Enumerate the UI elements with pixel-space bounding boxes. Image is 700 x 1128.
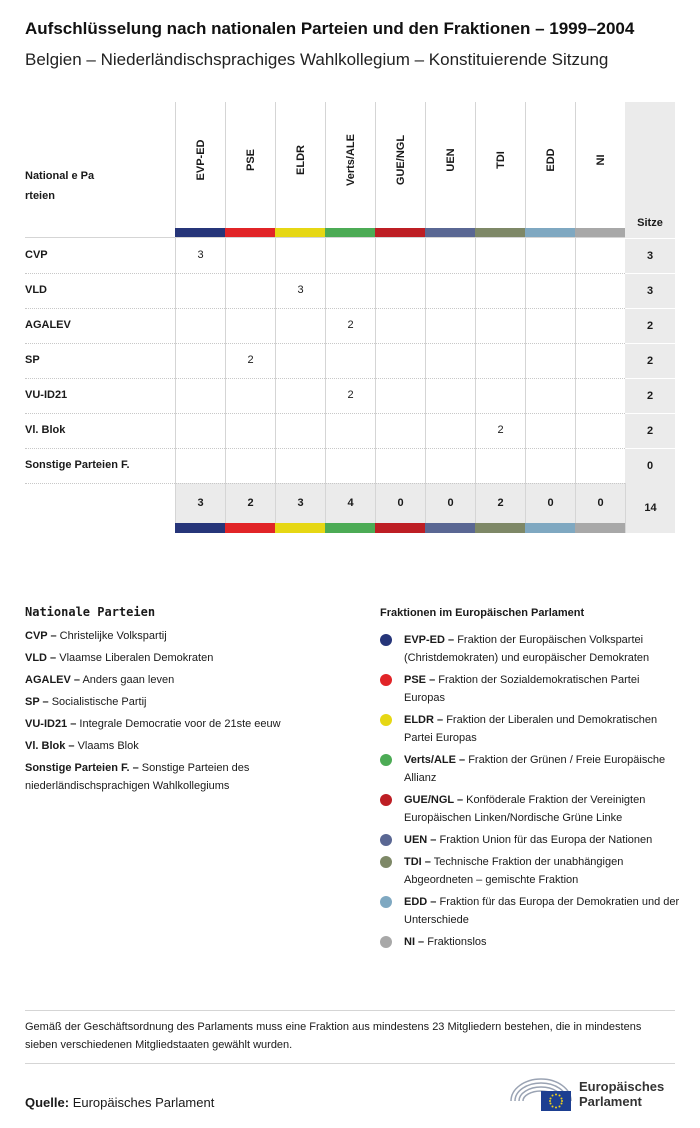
group-legend-item	[380, 893, 680, 929]
seat-cell	[275, 448, 325, 483]
party-legend-item	[25, 671, 345, 689]
party-fullname: Sonstige Parteien des niederländischsprachigen Wahlkollegiums	[25, 762, 250, 792]
seat-cell	[575, 238, 625, 273]
seat-cell	[325, 448, 375, 483]
source-line	[25, 1095, 214, 1110]
seat-cell	[325, 413, 375, 448]
footnote: Gemäß der Geschäftsordnung des Parlaments muss eine Fraktion aus mindestens 23 Mitgliedern bestehen, die in mindestens sieben verschiedenen Mitgliedstaaten gewählt wurden.	[25, 1021, 642, 1051]
party-fullname: Anders gaan leven	[82, 674, 175, 686]
seat-cell	[325, 343, 375, 378]
seat-cell	[375, 378, 425, 413]
seat-cell	[475, 343, 525, 378]
row-total-cell: 2	[625, 378, 675, 413]
group-total-cell: 2	[475, 483, 525, 523]
column-header-edd	[525, 102, 575, 228]
row-divider	[25, 483, 625, 484]
party-fullname: Vlaamse Liberalen Demokraten	[59, 652, 214, 664]
seat-cell	[575, 343, 625, 378]
group-abbr: NI –	[404, 936, 425, 948]
group-legend-item	[380, 933, 680, 951]
group-abbr: TDI –	[404, 856, 431, 868]
row-total-cell: 2	[625, 413, 675, 448]
divider	[25, 1010, 675, 1011]
page-title: Aufschlüsselung nach nationalen Parteien und den Fraktionen – 1999–2004	[25, 19, 635, 38]
group-color-bar	[325, 523, 375, 533]
seat-cell	[325, 238, 375, 273]
seat-cell	[425, 273, 475, 308]
grand-total: 14	[625, 483, 675, 533]
group-total-cell: 0	[525, 483, 575, 523]
party-fullname: Christelijke Volkspartij	[59, 630, 167, 642]
seat-cell: 3	[275, 273, 325, 308]
group-abbr: ELDR –	[404, 714, 444, 726]
seat-cell	[225, 238, 275, 273]
page-subtitle: Belgien – Niederländischsprachiges Wahlkollegium – Konstituierende Sitzung	[25, 50, 609, 69]
seat-cell	[225, 308, 275, 343]
seat-cell	[575, 448, 625, 483]
seat-cell	[175, 413, 225, 448]
seat-cell	[225, 378, 275, 413]
group-color-bar	[275, 523, 325, 533]
group-total-cell: 4	[325, 483, 375, 523]
group-color-dot-icon	[380, 794, 392, 806]
group-name: Verts/ALE	[344, 134, 357, 186]
seat-cell	[175, 308, 225, 343]
seat-cell	[175, 448, 225, 483]
group-legend-item	[380, 853, 680, 889]
seat-cell	[175, 343, 225, 378]
party-abbr: AGALEV –	[25, 674, 81, 686]
logo-line-2: Parlament	[579, 1094, 642, 1109]
party-legend-item	[25, 715, 345, 733]
seat-cell	[575, 413, 625, 448]
row-total-cell: 3	[625, 238, 675, 273]
seat-cell	[225, 448, 275, 483]
group-abbr: EDD –	[404, 896, 437, 908]
group-name: NI	[594, 154, 607, 166]
column-header-eldr	[275, 102, 325, 228]
party-row-label: AGALEV	[25, 319, 71, 331]
seat-cell	[425, 343, 475, 378]
party-row-label: VLD	[25, 284, 47, 296]
seat-cell	[575, 378, 625, 413]
seat-cell	[525, 308, 575, 343]
group-color-dot-icon	[380, 856, 392, 868]
party-legend-item	[25, 737, 345, 755]
seat-cell	[525, 238, 575, 273]
group-legend-item	[380, 791, 680, 827]
party-legend-heading: Nationale Parteien	[25, 605, 156, 619]
seat-cell	[375, 308, 425, 343]
party-legend-item	[25, 759, 345, 795]
seat-cell	[325, 273, 375, 308]
group-color-dot-icon	[380, 714, 392, 726]
seat-cell	[425, 308, 475, 343]
seat-cell: 2	[475, 413, 525, 448]
group-name: EDD	[544, 148, 557, 172]
group-name: TDI	[494, 151, 507, 169]
column-header-vertsale	[325, 102, 375, 228]
column-header-tdi	[475, 102, 525, 228]
group-total-cell: 3	[175, 483, 225, 523]
party-row-label: SP	[25, 354, 40, 366]
group-color-dot-icon	[380, 834, 392, 846]
group-legend-item	[380, 751, 680, 787]
total-header-label: Sitze	[637, 217, 663, 229]
group-color-dot-icon	[380, 634, 392, 646]
group-legend-item	[380, 631, 680, 667]
logo-line-1: Europäisches	[579, 1079, 665, 1094]
group-fullname: Fraktion der Liberalen und Demokratischen Partei Europas	[404, 714, 658, 744]
seat-cell	[475, 273, 525, 308]
group-legend-item	[380, 831, 680, 849]
seat-cell	[525, 448, 575, 483]
group-total-cell: 0	[425, 483, 475, 523]
group-legend-item	[380, 671, 680, 707]
party-legend-item	[25, 649, 345, 667]
group-name: UEN	[444, 148, 457, 172]
group-legend-heading: Fraktionen im Europäischen Parlament	[380, 607, 585, 619]
group-name: PSE	[244, 148, 257, 172]
group-name: ELDR	[294, 145, 307, 175]
party-legend-item	[25, 693, 345, 711]
seat-cell	[575, 273, 625, 308]
group-abbr: EVP-ED –	[404, 634, 455, 646]
seat-cell	[425, 448, 475, 483]
group-fullname: Fraktion der Sozialdemokratischen Partei Europas	[404, 674, 640, 704]
group-color-dot-icon	[380, 936, 392, 948]
source-label: Quelle:	[25, 1095, 70, 1110]
group-color-bar	[225, 523, 275, 533]
group-fullname: Fraktion Union für das Europa der Nationen	[439, 834, 653, 846]
seat-cell	[475, 308, 525, 343]
seat-cell: 2	[225, 343, 275, 378]
party-abbr: VU-ID21 –	[25, 718, 77, 730]
party-row-label: Vl. Blok	[25, 424, 66, 436]
group-color-bar	[525, 523, 575, 533]
seat-cell	[525, 343, 575, 378]
seat-cell: 3	[175, 238, 225, 273]
row-total-cell: 2	[625, 343, 675, 378]
group-color-dot-icon	[380, 754, 392, 766]
seat-cell	[525, 273, 575, 308]
party-abbr: CVP –	[25, 630, 57, 642]
seat-cell	[375, 238, 425, 273]
seat-cell	[275, 413, 325, 448]
party-abbr: VLD –	[25, 652, 57, 664]
party-row-label: CVP	[25, 249, 48, 261]
seat-cell	[525, 413, 575, 448]
group-abbr: GUE/NGL –	[404, 794, 464, 806]
row-total-cell: 0	[625, 448, 675, 483]
seat-cell	[275, 378, 325, 413]
party-legend-item	[25, 627, 345, 645]
group-color-dot-icon	[380, 896, 392, 908]
party-fullname: Integrale Democratie voor de 21ste eeuw	[79, 718, 281, 730]
group-color-bar	[475, 523, 525, 533]
seat-cell	[575, 308, 625, 343]
seat-cell	[375, 273, 425, 308]
group-name: GUE/NGL	[394, 134, 407, 186]
total-column-header	[625, 102, 675, 238]
seat-cell	[225, 273, 275, 308]
group-color-bar	[425, 523, 475, 533]
parliament-hemicycle-icon	[507, 1073, 575, 1113]
seat-cell	[475, 238, 525, 273]
group-total-cell: 3	[275, 483, 325, 523]
group-fullname: Fraktion der Grünen / Freie Europäische Allianz	[404, 754, 666, 784]
group-abbr: UEN –	[404, 834, 437, 846]
group-fullname: Fraktion der Europäischen Volkspartei (Christdemokraten) und europäischer Demokraten	[404, 634, 650, 664]
seat-cell	[275, 308, 325, 343]
seat-cell	[525, 378, 575, 413]
group-color-dot-icon	[380, 674, 392, 686]
group-name: EVP-ED	[194, 139, 207, 181]
seat-cell	[225, 413, 275, 448]
seat-cell	[475, 448, 525, 483]
group-color-bar	[175, 523, 225, 533]
group-legend	[380, 607, 680, 955]
seat-cell	[175, 273, 225, 308]
column-header-evped	[175, 102, 225, 228]
seat-cell	[275, 238, 325, 273]
group-legend-item	[380, 711, 680, 747]
group-fullname: Konföderale Fraktion der Vereinigten Europäischen Linken/Nordische Grüne Linke	[404, 794, 646, 824]
group-fullname: Fraktion für das Europa der Demokratien und der Unterschiede	[404, 896, 680, 926]
party-row-label: Sonstige Parteien F.	[25, 459, 130, 471]
party-fullname: Vlaams Blok	[77, 740, 139, 752]
group-total-cell: 2	[225, 483, 275, 523]
party-row-label: VU-ID21	[25, 389, 68, 401]
seat-cell	[375, 413, 425, 448]
ep-logo	[507, 1073, 677, 1113]
row-total-cell: 2	[625, 308, 675, 343]
group-fullname: Fraktionslos	[427, 936, 487, 948]
column-header-guengl	[375, 102, 425, 228]
seat-table	[25, 102, 675, 533]
column-header-ni	[575, 102, 625, 228]
seat-cell	[375, 448, 425, 483]
group-abbr: PSE –	[404, 674, 436, 686]
group-fullname: Technische Fraktion der unabhängigen Abgeordneten – gemischte Fraktion	[404, 856, 624, 886]
divider	[25, 1063, 675, 1064]
party-legend	[25, 605, 345, 799]
seat-cell	[425, 378, 475, 413]
party-fullname: Socialistische Partij	[51, 696, 147, 708]
seat-cell	[425, 238, 475, 273]
group-abbr: Verts/ALE –	[404, 754, 466, 766]
source-text: Europäisches Parlament	[72, 1095, 215, 1110]
party-abbr: Sonstige Parteien F. –	[25, 762, 139, 774]
party-abbr: Vl. Blok –	[25, 740, 75, 752]
row-header-label: National e Parteien	[25, 170, 95, 202]
column-header-pse	[225, 102, 275, 228]
seat-cell	[375, 343, 425, 378]
group-color-bar	[375, 523, 425, 533]
group-total-cell: 0	[575, 483, 625, 523]
seat-cell: 2	[325, 308, 375, 343]
group-total-cell: 0	[375, 483, 425, 523]
seat-cell	[475, 378, 525, 413]
seat-cell: 2	[325, 378, 375, 413]
column-header-uen	[425, 102, 475, 228]
party-abbr: SP –	[25, 696, 49, 708]
row-total-cell: 3	[625, 273, 675, 308]
seat-cell	[275, 343, 325, 378]
seat-cell	[425, 413, 475, 448]
logo-wordmark	[579, 1079, 664, 1109]
group-color-bar	[575, 523, 625, 533]
seat-cell	[175, 378, 225, 413]
